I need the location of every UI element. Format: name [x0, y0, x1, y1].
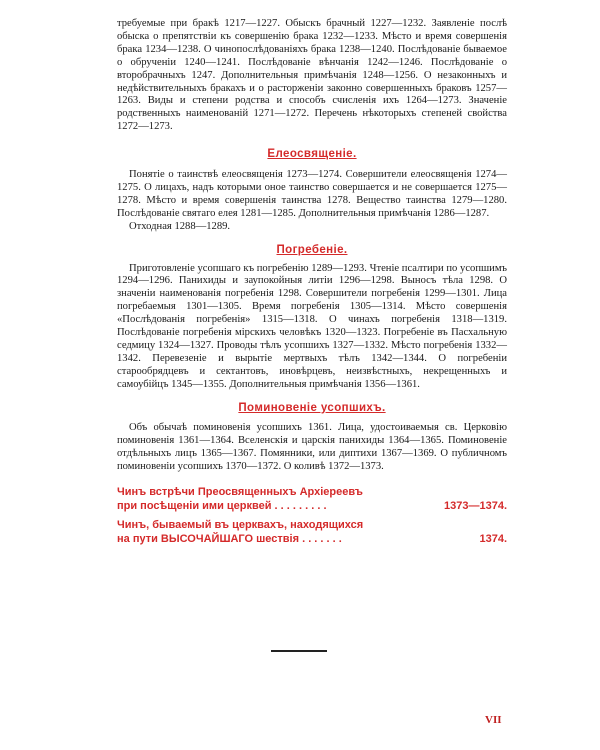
paragraph-unction: Понятіе о таинствѣ елеосвященія 1273—1274. Совершители елеосвященія 1274—1275. О лицахъ, надъ которыми оное таинство совершается и не совершается 1275—1278. Мѣсто и время совершенія таинства 1278. Вещество таинства 1279—1280. Послѣдованіе святаго елея 1281—1285. Дополнительныя примѣчанія 1286—1287.: [117, 169, 507, 219]
red-entry-line: на пути ВЫСОЧАЙШАГО шествія . . . . . . .: [117, 532, 342, 545]
red-entry-line: Чинъ, бываемый въ церквахъ, находящихся: [117, 519, 364, 532]
page-number: VII: [485, 714, 502, 726]
red-entry-line: при посѣщеніи ими церквей . . . . . . . . .: [117, 499, 327, 512]
paragraph-burial: Приготовленіе усопшаго къ погребенію 1289—1293. Чтеніе псалтири по усопшимъ 1294—1296. Панихиды и заупокойныя литіи 1296—1298. Выносъ тѣла 1298. О значеніи наименованія погребенія 1298. Совершители погребенія 1299—1301. Лица погребаемыя 1301—1305. Время погребенія 1305—1314. Мѣсто совершенія «Послѣдованія погребенія» 1315—1318. О чинахъ погребенія 1318—1319. Послѣдованіе погребенія мірскихъ человѣкъ 1320—1323. Погребеніе въ Пасхальную седмицу 1324—1327. Проводы тѣлъ усопшихъ 1327—1332. Мѣсто погребенія 1332—1342. Перевезеніе и вырытіе мертвыхъ тѣлъ 1342—1344. О погребеніи старообрядцевъ и сектантовъ, иновѣрцевъ, неизвѣстныхъ, некрещенныхъ и самоубійцъ 1345—1355. Дополнительныя примѣчанія 1356—1361.: [117, 262, 507, 390]
heading-unction: Елеосвященіе.: [267, 148, 357, 161]
red-entry-bishops-reception: [117, 486, 507, 513]
heading-commemoration: Поминовеніе усопшихъ.: [238, 401, 386, 414]
red-entry-pages: 1373—1374.: [444, 499, 507, 512]
heading-burial: Погребеніе.: [276, 243, 348, 256]
red-entry-imperial-procession: [117, 519, 507, 546]
paragraph-otkhodnaya: Отходная 1288—1289.: [129, 220, 231, 232]
red-entry-pages: 1374.: [479, 532, 507, 545]
red-entry-line: Чинъ встрѣчи Преосвященныхъ Архіереевъ: [117, 486, 363, 499]
paragraph-commemoration: Объ обычаѣ поминовенія усопшихъ 1361. Лица, удостоиваемыя св. Церковію поминовенія 1361—1364. Вселенскія и царскія панихиды 1364—1365. Поминовеніе отдѣльныхъ лицъ 1365—1367. Помянники, или диптихи 1367—1369. О публичномъ поминовеніи усопшихъ 1370—1372. О коливѣ 1372—1373.: [117, 422, 507, 473]
table-of-contents: [117, 18, 507, 546]
paragraph-marriage-continued: требуемые при бракѣ 1217—1227. Обыскъ брачный 1227—1232. Заявленіе послѣ обыска о препятствіи къ совершенію брака 1232—1233. Мѣсто и время совершенія брака 1234—1238. О чинопослѣдованіяхъ брака 1238—1240. Послѣдованіе бываемое о обрученіи 1240—1241. Послѣдованіе вѣнчанія 1242—1246. Послѣдованіе о второбрачныхъ 1247. Дополнительныя примѣчанія 1248—1256. О незаконныхъ и недѣйствительныхъ бракахъ и о расторженіи законно совершенныхъ браковъ 1257—1263. Виды и степени родства и способъ счисленія ихъ 1264—1273. Значеніе родственныхъ наименованій 1271—1272. Перечень нѣкоторыхъ степеней свойства 1272—1273.: [117, 18, 507, 133]
closing-rule: [271, 650, 327, 652]
